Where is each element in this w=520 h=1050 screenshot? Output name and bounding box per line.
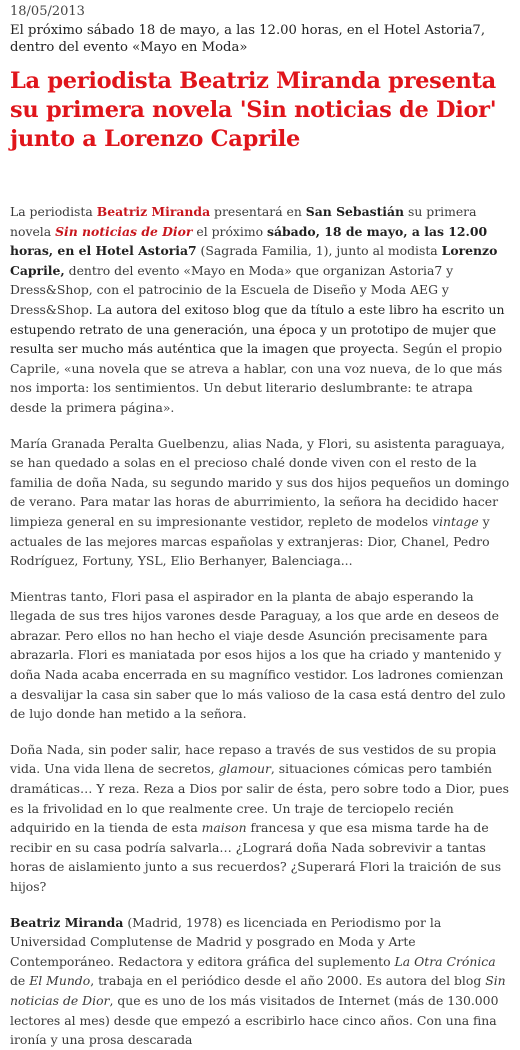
city-name: San Sebastián bbox=[305, 204, 405, 219]
author-bio-name: Beatriz Miranda bbox=[10, 914, 124, 930]
event-datetime: sábado, 18 de mayo, a las 12.00 horas, en el Hotel Astoria7 bbox=[10, 223, 488, 259]
italic-vintage: vintage bbox=[432, 513, 479, 529]
paragraph-3: Mientras tanto, Flori pasa el aspirador en la planta de abajo esperando la llegada de sus tres hijos varones desde Paraguay, a los que arde en deseos de abrazar. Pero ellos no han hecho el viaje desde Asunción precisamente para abrazarla. Flori es maniatada por esos hijos a los que ha criado y mantenido y doña Nada acaba encerrada en su magnífico vestidor. Los ladrones comienzan a desvalijar la casa sin saber que lo más valioso de la casa está dentro del zulo de lujo donde han metido a la señora. bbox=[10, 588, 506, 722]
italic-glamour: glamour bbox=[218, 761, 271, 777]
article-intro: El próximo sábado 18 de mayo, a las 12.00 horas, en el Hotel Astoria7, dentro del evento «Mayo en Moda» bbox=[10, 23, 486, 55]
italic-el-mundo: El Mundo bbox=[29, 973, 91, 989]
italic-cronica: La Otra Crónica bbox=[394, 953, 496, 969]
italic-maison: maison bbox=[201, 820, 247, 836]
article-title: La periodista Beatriz Miranda presenta su primera novela 'Sin noticias de Dior' junto a Lorenzo Caprile bbox=[10, 68, 497, 152]
paragraph-5: Beatriz Miranda (Madrid, 1978) es licenciada en Periodismo por la Universidad Complutense de Madrid y posgrado en Moda y Arte Contemporáneo. Redactora y editora gráfica del suplemento La Otra Crónica de El Mundo, trabaja en el periódico desde el año 2000. Es autora del blog Sin noticias de Dior, que es uno de los más visitados de Internet (más de 130.000 lectores al mes) desde que empezó a escribirlo hace cinco años. Con una fina ironía y una prosa descarada bbox=[10, 914, 506, 1048]
novel-title: Sin noticias de Dior bbox=[55, 223, 193, 239]
paragraph-1: La periodista Beatriz Miranda presentará en San Sebastián su primera novela Sin noticias de Dior el próximo sábado, 18 de mayo, a las 12.00 horas, en el Hotel Astoria7 (Sagrada Familia, 1), junto al modista Lorenzo Caprile, dentro del evento «Mayo en Moda» que organizan Astoria7 y Dress&Shop, con el patrocinio de la Escuela de Diseño y Moda AEG y Dress&Shop. La autora del exitoso blog que da título a este libro ha escrito un estupendo retrato de una generación, una época y un prototipo de mujer que resulta ser mucho más auténtica que la imagen que proyecta. Según el propio Caprile, «una novela que se atreva a hablar, con una voz nueva, de lo que más nos importa: los sentimientos. Un debut literario deslumbrante: te atrapa desde la primera página». bbox=[10, 204, 505, 415]
article-date: 18/05/2013 bbox=[10, 4, 85, 19]
paragraph-4: Doña Nada, sin poder salir, hace repaso a través de sus vestidos de su propia vida. Una vida llena de secretos, glamour, situaciones cómicas pero también dramáticas… Y reza. Reza a Dios por salir de ésta, pero sobre todo a Dior, pues es la frivolidad en lo que realmente cree. Un traje de terciopelo recién adquirido en la tienda de esta maison francesa y que esa misma tarde ha de recibir en su casa podría salvarla… ¿Logrará doña Nada sobrevivir a tantas horas de aislamiento junto a sus recuerdos? ¿Superará Flori la traición de sus hijos? bbox=[10, 741, 509, 894]
italic-blog: Sin noticias de Dior bbox=[10, 973, 506, 1008]
designer-name: Lorenzo Caprile, bbox=[10, 243, 498, 278]
paragraph-2: María Granada Peralta Guelbenzu, alias Nada, y Flori, su asistenta paraguaya, se han quedado a solas en el precioso chalé donde viven con el resto de la familia de doña Nada, su segundo marido y sus dos hijos pequeños un domingo de verano. Para matar las horas de aburrimiento, la señora ha decidido hacer limpieza general en su impresionante vestidor, repleto de modelos vintage y actuales de las mejores marcas españolas y extranjeras: Dior, Chanel, Pedro Rodríguez, Fortuny, YSL, Elio Berhanyer, Balenciaga... bbox=[10, 435, 510, 569]
author-name: Beatriz Miranda bbox=[96, 204, 211, 219]
article-body bbox=[10, 202, 512, 1050]
